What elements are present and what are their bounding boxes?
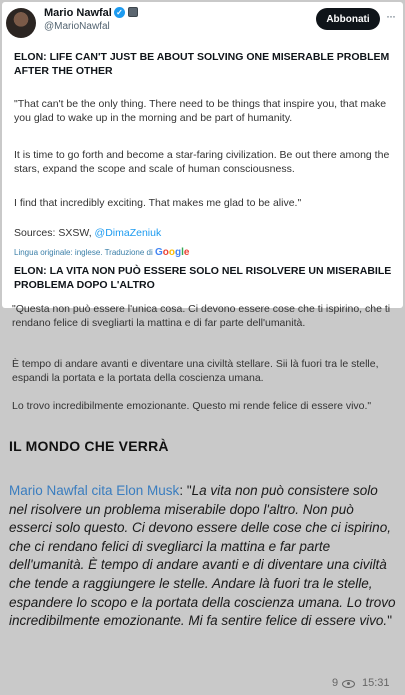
verified-icon: ✓ (114, 7, 125, 18)
eye-icon (342, 680, 355, 688)
tweet-paragraph-en: "That can't be the only thing. There need to be things that inspire you, that make you glad to wake up in the morning and be part of humanity. (14, 98, 387, 124)
author-name[interactable]: Mario Nawfal (44, 7, 112, 19)
quote-close: " (387, 613, 392, 629)
more-options-icon[interactable]: ··· (386, 9, 395, 23)
translation-note[interactable] (14, 247, 189, 258)
follow-button[interactable]: Abbonati (316, 8, 380, 30)
timestamp: 15:31 (362, 677, 390, 689)
page-heading: IL MONDO CHE VERRÀ (9, 438, 169, 454)
avatar[interactable] (6, 8, 36, 38)
sources-prefix: Sources: SXSW, (14, 227, 92, 239)
quote-author-link[interactable]: Mario Nawfal cita Elon Musk (9, 483, 180, 498)
view-count: 9 (332, 677, 339, 689)
quote-open: : " (179, 483, 192, 498)
affiliate-badge-icon (128, 7, 138, 17)
author-handle[interactable]: @MarioNawfal (44, 21, 110, 32)
sources-line (14, 227, 161, 239)
tweet-title-it: ELON: LA VITA NON PUÒ ESSERE SOLO NEL RISOLVERE UN MISERABILE PROBLEMA DOPO L'ALTRO (14, 265, 392, 291)
quote-body: La vita non può consistere solo nel risolvere un problema miserabile dopo l'altro. Non può esserci solo questo. Ci devono essere delle cose che ci ispirino, che ci rendano felici di svegliarci la mattina e far parte dell'umanità. È tempo di andare avanti e di diventare una civiltà che tende a raggiungere le stelle. Andare là fuori tra le stelle, espandere lo scopo e la portata della coscienza umana. Lo trovo incredibilmente emozionante. Mi fa sentire felice di essere vivo. (9, 483, 396, 629)
tweet-header (2, 2, 403, 42)
tweet-paragraph-it: Lo trovo incredibilmente emozionante. Questo mi rende felice di essere vivo." (12, 400, 372, 412)
tweet-title-en: ELON: LIFE CAN'T JUST BE ABOUT SOLVING ONE MISERABLE PROBLEM AFTER THE OTHER (14, 51, 390, 77)
sources-link[interactable]: @DimaZeniuk (94, 227, 162, 239)
tweet-card (2, 2, 403, 308)
tweet-paragraph-en: I find that incredibly exciting. That makes me glad to be alive." (14, 197, 302, 209)
google-logo: Google (155, 247, 190, 258)
tweet-paragraph-it: È tempo di andare avanti e diventare una civiltà stellare. Sii là fuori tra le stelle, espandi la portata e la portata della coscienza umana. (12, 358, 379, 384)
tweet-paragraph-en: It is time to go forth and become a star-faring civilization. Be out there among the stars, expand the scope and scale of human consciousness. (14, 149, 390, 175)
tweet-paragraph-it: "Questa non può essere l'unica cosa. Ci devono essere cose che ti ispirino, che ti rendano felice di svegliarti la mattina e di far parte dell'umanità. (12, 303, 391, 329)
translation-note-text: Lingua originale: inglese. Traduzione di (14, 248, 153, 257)
quote-block (9, 482, 397, 631)
